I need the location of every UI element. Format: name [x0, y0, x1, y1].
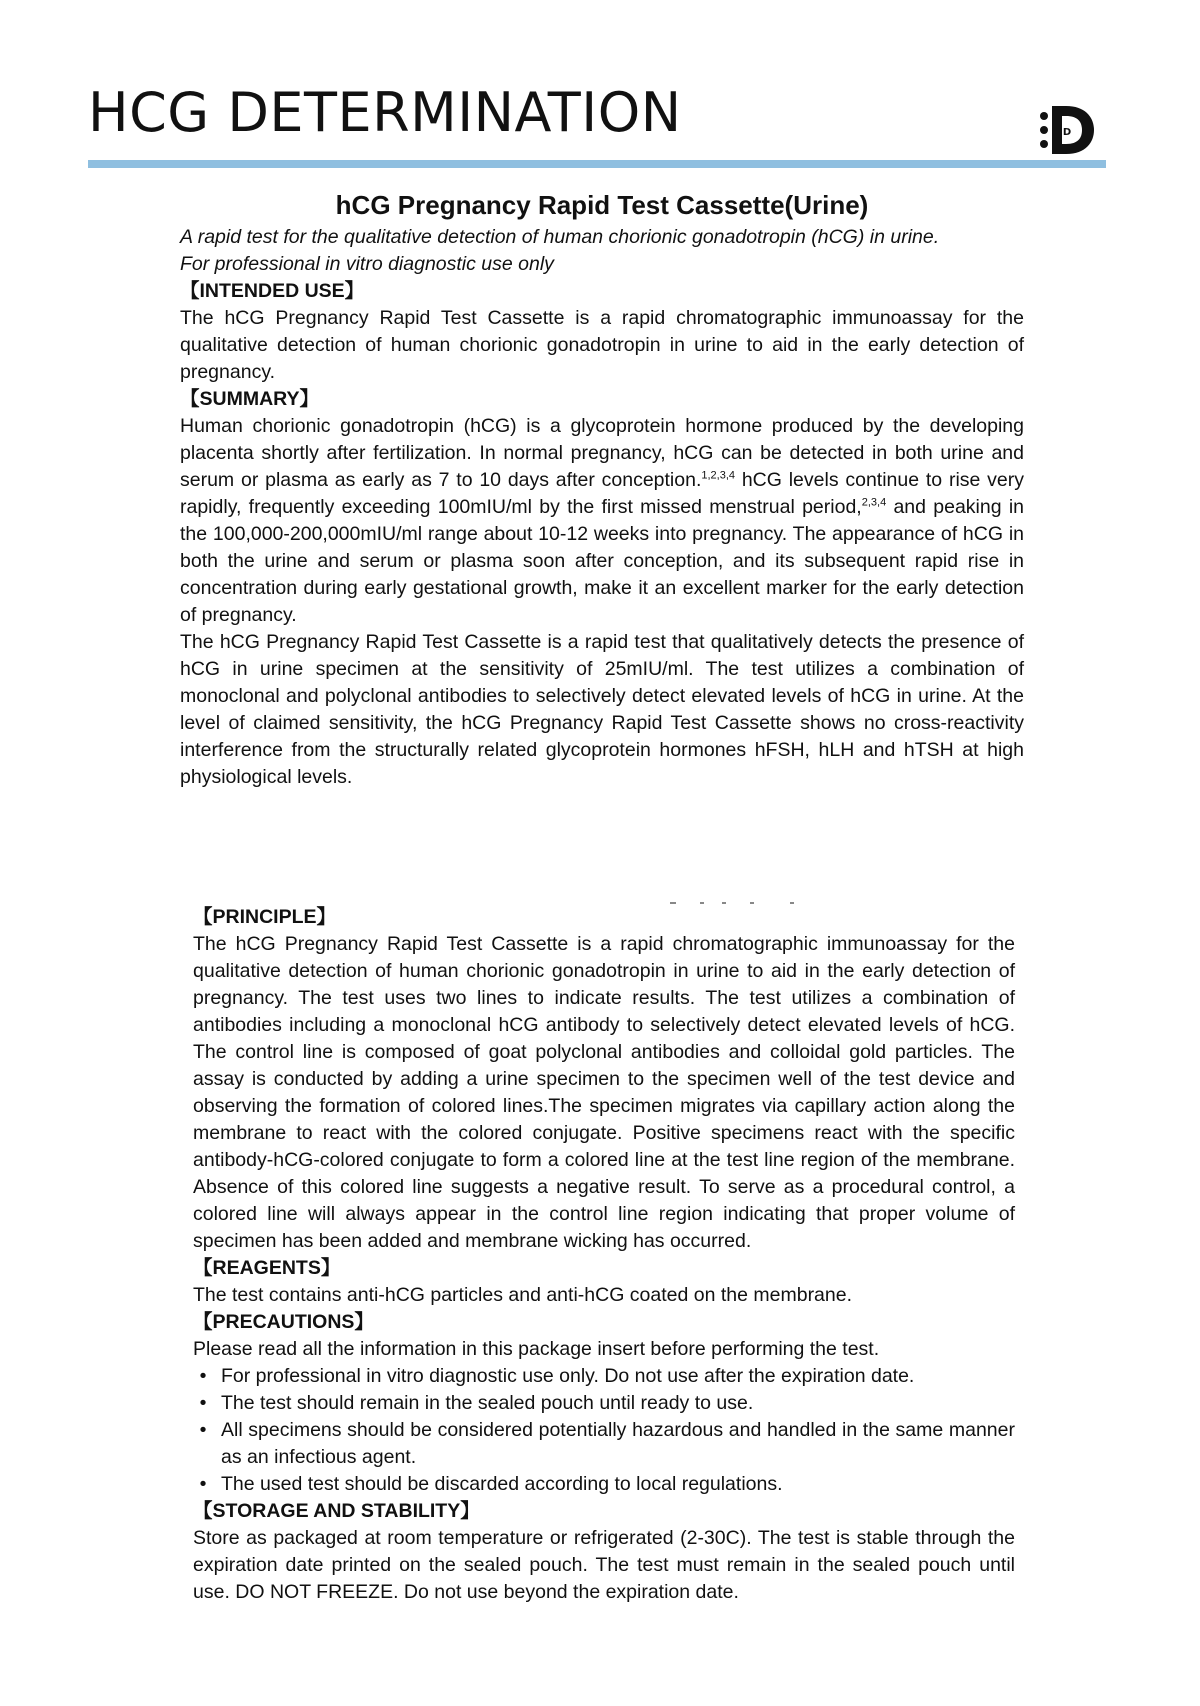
brand-logo-icon: [1036, 100, 1098, 156]
storage-text: Store as packaged at room temperature or refrigerated (2-30C). The test is stable through the expiration date printed on the sealed pouch. The test must remain in the sealed pouch until use. DO NOT FREEZE. Do not use beyond the expiration date.: [193, 1527, 1015, 1603]
section-heading-summary: 【SUMMARY】: [180, 388, 320, 410]
summary-paragraph-2: The hCG Pregnancy Rapid Test Cassette is a rapid test that qualitatively detects the presence of hCG in urine specimen at the sensitivity of 25mIU/ml. The test utilizes a combination of monoclonal and polyclonal antibodies to selectively detect elevated levels of hCG in urine. At the level of claimed sensitivity, the hCG Pregnancy Rapid Test Cassette shows no cross-reactivity interference from the structurally related glycoprotein hormones hFSH, hLH and hTSH at high physiological levels.: [180, 631, 1024, 788]
bullet-icon: •: [199, 1392, 207, 1414]
list-item: [193, 1390, 1015, 1417]
list-item-text: The test should remain in the sealed pouch until ready to use.: [221, 1392, 754, 1414]
precautions-list: [193, 1363, 1015, 1498]
precautions-intro: Please read all the information in this package insert before performing the test.: [193, 1338, 880, 1360]
page-title: HCG DETERMINATION: [88, 81, 682, 144]
summary-text-c: and peaking in the 100,000-200,000mIU/ml range about 10-12 weeks into pregnancy. The appearance of hCG in both the urine and serum or plasma soon after conception, and its subsequent rapid rise in concentration during early gestational growth, make it an excellent marker for the early detection of pregnancy.: [180, 496, 1024, 626]
section-heading-reagents: 【REAGENTS】: [193, 1257, 341, 1279]
list-item: [193, 1417, 1015, 1471]
reagents-text: The test contains anti-hCG particles and anti-hCG coated on the membrane.: [193, 1284, 853, 1306]
principle-text: The hCG Pregnancy Rapid Test Cassette is a rapid chromatographic immunoassay for the qualitative detection of human chorionic gonadotropin in urine to aid in the early detection of pregnancy. The test uses two lines to indicate results. The test utilizes a combination of antibodies including a monoclonal hCG antibody to selectively detect elevated levels of hCG. The control line is composed of goat polyclonal antibodies and colloidal gold particles. The assay is conducted by adding a urine specimen to the specimen well of the test device and observing the formation of colored lines.The specimen migrates via capillary action along the membrane to react with the colored conjugate. Positive specimens react with the specific antibody-hCG-colored conjugate to form a colored line at the test line region of the membrane. Absence of this colored line suggests a negative result. To serve as a procedural control, a colored line will always appear in the control line region indicating that proper volume of specimen has been added and membrane wicking has occurred.: [193, 933, 1015, 1252]
logo-letter: D: [1062, 127, 1072, 138]
bullet-icon: •: [199, 1365, 207, 1387]
summary-paragraph-1: [180, 413, 1024, 629]
reference-superscript: 2,3,4: [861, 496, 887, 509]
bullet-icon: •: [199, 1419, 207, 1441]
section-heading-storage: 【STORAGE AND STABILITY】: [193, 1500, 480, 1522]
section-heading-intended-use: 【INTENDED USE】: [180, 280, 365, 302]
document-subtitle: A rapid test for the qualitative detection of human chorionic gonadotropin (hCG) in urine.: [180, 226, 940, 248]
section-heading-precautions: 【PRECAUTIONS】: [193, 1311, 374, 1333]
use-note: For professional in vitro diagnostic use only: [180, 253, 554, 275]
list-item: [193, 1471, 1015, 1498]
summary-text-b: hCG levels continue to rise very rapidly, frequently exceeding 100mIU/ml by the first missed menstrual period,: [180, 469, 1025, 518]
document-upper-block: [180, 188, 1024, 791]
summary-text-a: Human chorionic gonadotropin (hCG) is a glycoprotein hormone produced by the developing placenta shortly after fertilization. In normal pregnancy, hCG can be detected in both urine and serum or plasma as early as 7 to 10 days after conception.: [180, 415, 1024, 491]
title-underline: [88, 160, 1106, 168]
reference-superscript: 1,2,3,4: [701, 469, 736, 482]
list-item-text: For professional in vitro diagnostic use only. Do not use after the expiration date.: [221, 1365, 915, 1387]
document-lower-block: [193, 904, 1015, 1606]
list-item: [193, 1363, 1015, 1390]
list-item-text: The used test should be discarded according to local regulations.: [221, 1473, 783, 1495]
intended-use-text: The hCG Pregnancy Rapid Test Cassette is a rapid chromatographic immunoassay for the qualitative detection of human chorionic gonadotropin in urine to aid in the early detection of pregnancy.: [180, 307, 1024, 383]
list-item-text: All specimens should be considered potentially hazardous and handled in the same manner as an infectious agent.: [221, 1419, 1015, 1468]
bullet-icon: •: [199, 1473, 207, 1495]
section-heading-principle: 【PRINCIPLE】: [193, 906, 337, 928]
document-title: hCG Pregnancy Rapid Test Cassette(Urine): [335, 190, 869, 220]
